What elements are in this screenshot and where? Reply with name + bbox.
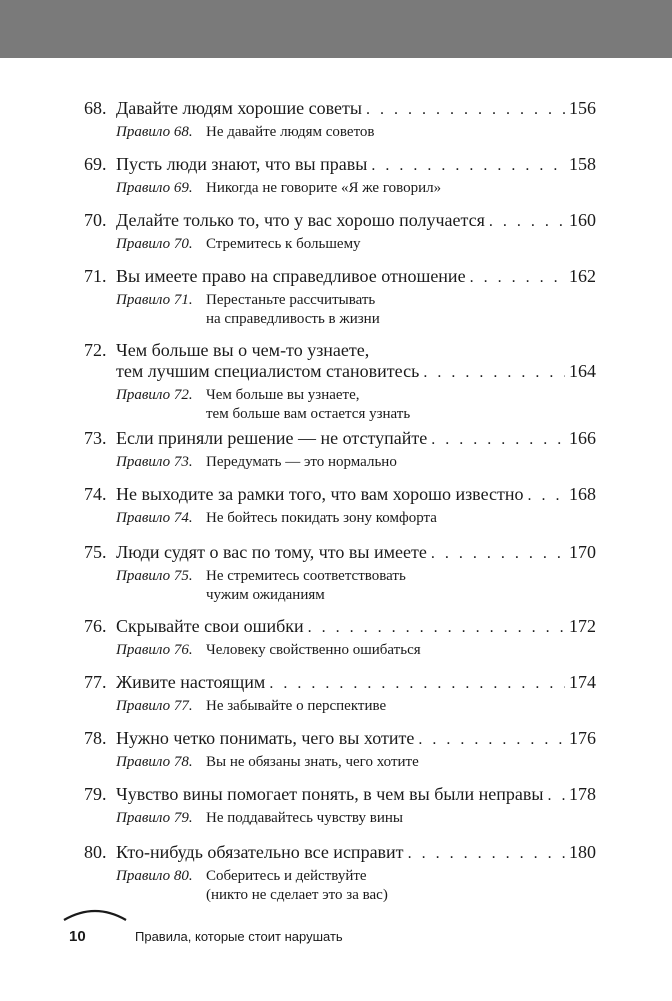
toc-entry-title: Давайте людям хорошие советы [116, 98, 362, 118]
rule-text [206, 235, 596, 254]
toc-entry-rule [116, 509, 596, 528]
rule-text-line: Никогда не говорите «Я же говорил» [206, 180, 442, 196]
rule-text-line: Перестаньте рассчитывать [206, 292, 376, 308]
rule-text [206, 291, 596, 329]
rule-text [206, 753, 596, 772]
toc-entry-title-line [84, 266, 596, 288]
toc-entry-title-line [84, 154, 596, 176]
toc-entry-page: 178 [569, 784, 596, 804]
toc-entry [84, 340, 596, 424]
toc-entry-number: 71. [84, 266, 107, 286]
rule-text [206, 567, 596, 605]
toc-entry-title: Если приняли решение — не отступайте [116, 428, 428, 448]
toc-entry-title: Кто-нибудь обязательно все исправит [116, 842, 404, 862]
rule-text [206, 809, 596, 828]
toc-entry-rule [116, 867, 596, 905]
toc-entry-title: Живите настоящим [116, 672, 266, 692]
toc-entry [84, 842, 596, 905]
dot-leader [431, 429, 565, 450]
toc-entry-title: Не выходите за рамки того, что вам хорошо известно [116, 484, 524, 504]
rule-text-line: Не бойтесь покидать зону комфорта [206, 510, 437, 526]
toc-entry-title-line [84, 616, 596, 638]
dot-leader [547, 785, 565, 806]
rule-text [206, 453, 596, 472]
rule-label: Правило 79. [116, 810, 193, 826]
toc-entry-number: 75. [84, 542, 107, 562]
rule-text-line: тем больше вам остается узнать [206, 406, 411, 422]
toc-entry-title: Делайте только то, что у вас хорошо получается [116, 210, 485, 230]
toc-entry-rule [116, 641, 596, 660]
toc-entry [84, 484, 596, 528]
toc-entry-rule [116, 753, 596, 772]
rule-label: Правило 68. [116, 124, 193, 140]
book-title: Правила, которые стоит нарушать [135, 929, 343, 944]
rule-label: Правило 74. [116, 510, 193, 526]
toc-entry-title-line [84, 728, 596, 750]
rule-text [206, 386, 596, 424]
dot-leader [418, 729, 565, 750]
toc-entry-rule [116, 809, 596, 828]
rule-text [206, 641, 596, 660]
rule-text-line: (никто не сделает это за вас) [206, 887, 388, 903]
toc-entry-page: 156 [569, 98, 596, 118]
toc-entry [84, 210, 596, 254]
dot-leader [371, 155, 565, 176]
rule-text-line: Человеку свойственно ошибаться [206, 642, 421, 658]
toc-entry [84, 728, 596, 772]
toc-entry [84, 672, 596, 716]
toc-entry-rule [116, 453, 596, 472]
toc-entry-rule [116, 179, 596, 198]
toc-entry-page: 168 [569, 484, 596, 504]
toc-entry [84, 542, 596, 605]
toc-entry-number: 70. [84, 210, 107, 230]
toc-entry-title: Вы имеете право на справедливое отношение [116, 266, 466, 286]
toc-entry-title-line [84, 361, 596, 383]
toc-entry-page: 170 [569, 542, 596, 562]
rule-text-line: Не забывайте о перспективе [206, 698, 387, 714]
toc-entry-page: 176 [569, 728, 596, 748]
rule-text [206, 509, 596, 528]
toc-entry-number: 72. [84, 340, 107, 360]
toc-entry-title-line [84, 98, 596, 120]
toc-entry-page: 174 [569, 672, 596, 692]
rule-text [206, 867, 596, 905]
toc-entry [84, 784, 596, 828]
rule-label: Правило 77. [116, 698, 193, 714]
toc-entry-rule [116, 123, 596, 142]
toc-entry-title-line [84, 784, 596, 806]
toc-entry-page: 160 [569, 210, 596, 230]
rule-text-line: на справедливость в жизни [206, 311, 380, 327]
rule-label: Правило 69. [116, 180, 193, 196]
toc-entry-rule [116, 567, 596, 605]
toc-entry-title-line [84, 672, 596, 694]
toc-entry-page: 166 [569, 428, 596, 448]
rule-text [206, 697, 596, 716]
toc-entry-title: Чем больше вы о чем-то узнаете, [116, 340, 370, 360]
toc-entry-title-line [84, 340, 596, 361]
toc-entry-number: 69. [84, 154, 107, 174]
toc-entry-title: Пусть люди знают, что вы правы [116, 154, 368, 174]
rule-label: Правило 71. [116, 292, 193, 308]
rule-text-line: Не давайте людям советов [206, 124, 375, 140]
dot-leader [528, 485, 565, 506]
dot-leader [470, 267, 565, 288]
toc-entry-number: 73. [84, 428, 107, 448]
rule-text-line: Передумать — это нормально [206, 454, 397, 470]
dot-leader [408, 843, 565, 864]
toc-entry-title: Люди судят о вас по тому, что вы имеете [116, 542, 427, 562]
toc-entry-number: 68. [84, 98, 107, 118]
dot-leader [423, 362, 565, 383]
rule-label: Правило 78. [116, 754, 193, 770]
toc-entry-title-line [84, 542, 596, 564]
toc-entry-title-line [84, 428, 596, 450]
rule-text [206, 179, 596, 198]
toc-entry [84, 266, 596, 329]
toc-entry-title: Чувство вины помогает понять, в чем вы были неправы [116, 784, 544, 804]
dot-leader [269, 673, 565, 694]
toc-entry-page: 162 [569, 266, 596, 286]
toc-entry-title-line [84, 842, 596, 864]
dot-leader [308, 617, 565, 638]
rule-text-line: чужим ожиданиям [206, 587, 325, 603]
rule-label: Правило 72. [116, 387, 193, 403]
toc-entry-number: 80. [84, 842, 107, 862]
page-number: 10 [69, 928, 86, 945]
rule-label: Правило 70. [116, 236, 193, 252]
toc-entry-page: 180 [569, 842, 596, 862]
toc-entry-rule [116, 386, 596, 424]
dot-leader [366, 99, 565, 120]
toc-entry [84, 428, 596, 472]
dot-leader [431, 543, 565, 564]
rule-label: Правило 75. [116, 568, 193, 584]
toc-entry-page: 172 [569, 616, 596, 636]
toc-entry-rule [116, 235, 596, 254]
toc-entry-number: 76. [84, 616, 107, 636]
footer-arc-ornament [60, 900, 130, 924]
toc-entry-rule [116, 697, 596, 716]
toc-entry [84, 98, 596, 142]
rule-text [206, 123, 596, 142]
dot-leader [489, 211, 565, 232]
toc-entry-page: 164 [569, 361, 596, 381]
rule-text-line: Соберитесь и действуйте [206, 868, 367, 884]
toc-entry [84, 616, 596, 660]
rule-label: Правило 80. [116, 868, 193, 884]
page-footer [60, 928, 620, 952]
toc-entry-rule [116, 291, 596, 329]
rule-text-line: Вы не обязаны знать, чего хотите [206, 754, 419, 770]
top-band [0, 0, 672, 58]
toc-entry-number: 74. [84, 484, 107, 504]
toc-entry-number: 79. [84, 784, 107, 804]
toc-entry-page: 158 [569, 154, 596, 174]
toc-entry-title: Нужно четко понимать, чего вы хотите [116, 728, 415, 748]
toc-entry [84, 154, 596, 198]
toc-entry-title-line [84, 210, 596, 232]
toc-entry-title-line [84, 484, 596, 506]
rule-text-line: Не поддавайтесь чувству вины [206, 810, 403, 826]
rule-label: Правило 76. [116, 642, 193, 658]
toc-entry-number: 78. [84, 728, 107, 748]
toc-entry-title: тем лучшим специалистом становитесь [116, 361, 420, 381]
toc-entry-title: Скрывайте свои ошибки [116, 616, 304, 636]
rule-label: Правило 73. [116, 454, 193, 470]
toc-entry-number: 77. [84, 672, 107, 692]
rule-text-line: Чем больше вы узнаете, [206, 387, 360, 403]
rule-text-line: Стремитесь к большему [206, 236, 361, 252]
rule-text-line: Не стремитесь соответствовать [206, 568, 406, 584]
